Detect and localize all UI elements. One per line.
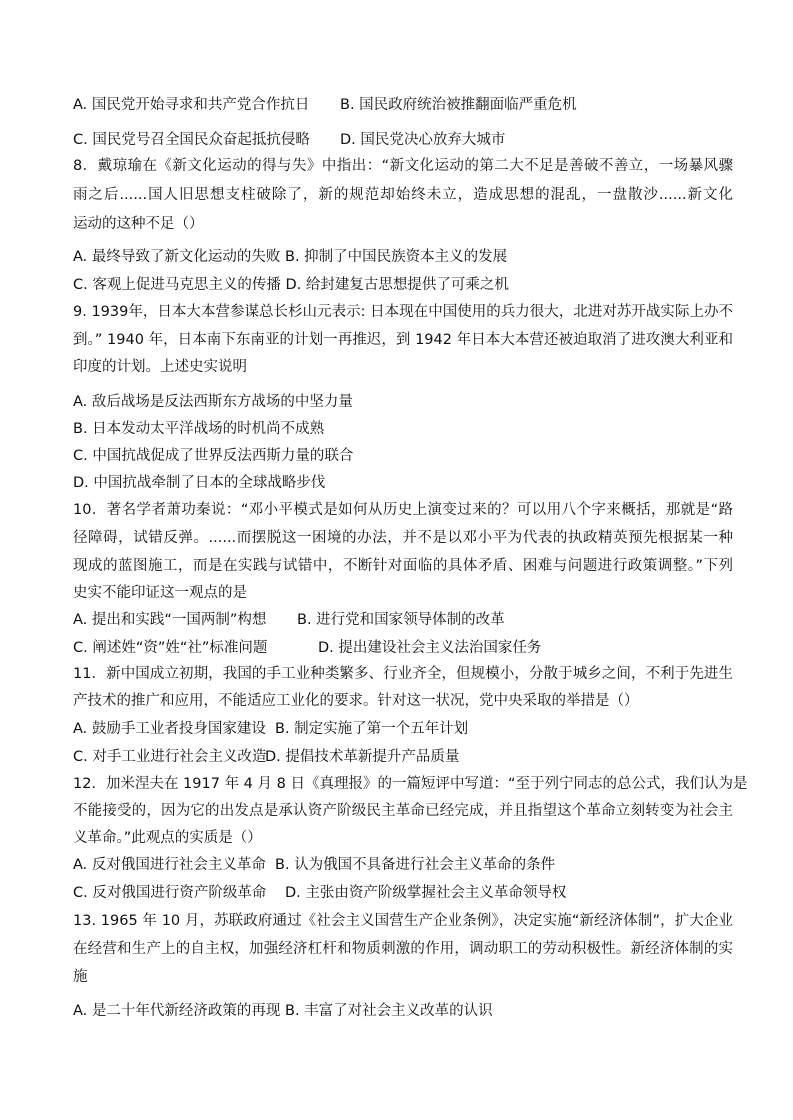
q8-stem-line-3: 运动的这种不足（） — [73, 216, 204, 232]
q9-option-c: C. 中国抗战促成了世界反法西斯力量的联合 — [73, 448, 354, 464]
q7-option-a: A. 国民党开始寻求和共产党合作抗日 — [73, 97, 310, 113]
q12-stem-line-1: 12．加米涅夫在 1917 年 4 月 8 日《真理报》的一篇短评中写道：“至于列宁同志的总公式，我们认为是 — [73, 776, 748, 792]
q13-stem-line-3: 施 — [73, 969, 88, 985]
q12-option-b: B. 认为俄国不具备进行社会主义革命的条件 — [275, 857, 556, 873]
q7-option-b: B. 国民政府统治被推翻面临严重危机 — [340, 97, 577, 113]
q12-option-a: A. 反对俄国进行社会主义革命 — [73, 857, 266, 873]
q11-stem-line-1: 11．新中国成立初期，我国的手工业种类繁多、行业齐全，但规模小，分散于城乡之间，不利于先进生 — [73, 666, 733, 682]
q11-option-b: B. 制定实施了第一个五年计划 — [275, 721, 469, 737]
q9-stem-line-1: 9. 1939年，日本大本营参谋总长杉山元表示: 日本现在中国使用的兵力很大，北进对苏开战实际上办不 — [73, 304, 733, 320]
q13-stem-line-2: 在经营和生产上的自主权，加强经济杠杆和物质刺激的作用，调动职工的劳动积极性。新经济体制的实 — [73, 941, 733, 957]
q8-stem-line-1: 8．戴琼瑜在《新文化运动的得与失》中指出：“新文化运动的第二大不足是善破不善立，一场暴风骤 — [73, 158, 733, 174]
q9-option-d: D. 中国抗战牵制了日本的全球战略步伐 — [73, 475, 326, 491]
q12-stem-line-3: 义革命。”此观点的实质是（） — [73, 830, 262, 846]
q10-stem-line-4: 史实不能印证这一观点的是 — [73, 585, 247, 601]
q9-option-b: B. 日本发动太平洋战场的时机尚不成熟 — [73, 421, 325, 437]
q10-stem-line-3: 现成的蓝图施工，而是在实践与试错中，不断针对面临的具体矛盾、困难与问题进行政策调整。”下列 — [73, 558, 733, 574]
q10-stem-line-2: 径障碍，试错反弹。......而摆脱这一困境的办法，并不是以邓小平为代表的执政精英预先根据某一种 — [73, 530, 733, 546]
q10-stem-line-1: 10．著名学者萧功秦说：“邓小平模式是如何从历史上演变过来的？可以用八个字来概括，那就是“路 — [73, 502, 733, 518]
q11-option-d: D. 提倡技术革新提升产品质量 — [265, 749, 460, 765]
q10-option-c: C. 阐述姓“资”姓“社”标准问题 — [73, 640, 268, 656]
q10-option-a: A. 提出和实践“一国两制”构想 — [73, 612, 267, 628]
q13-options-ab: A. 是二十年代新经济政策的再现 B. 丰富了对社会主义改革的认识 — [73, 1003, 493, 1019]
q13-stem-line-1: 13. 1965 年 10 月，苏联政府通过《社会主义国营生产企业条例》，决定实施“新经济体制”，扩大企业 — [73, 913, 733, 929]
q11-option-a: A. 鼓励手工业者投身国家建设 — [73, 721, 266, 737]
q10-option-b: B. 进行党和国家领导体制的改革 — [297, 612, 505, 628]
q7-option-c: C. 国民党号召全国民众奋起抵抗侵略 — [73, 132, 310, 148]
q11-stem-line-2: 产技术的推广和应用，不能适应工业化的要求。针对这一状况，党中央采取的举措是（） — [73, 693, 639, 709]
q12-option-d: D. 主张由资产阶级掌握社会主义革命领导权 — [285, 885, 567, 901]
q8-options-cd: C. 客观上促进马克思主义的传播 D. 给封建复古思想提供了可乘之机 — [73, 277, 509, 293]
q12-option-c: C. 反对俄国进行资产阶级革命 — [73, 885, 267, 901]
q8-stem-line-2: 雨之后......国人旧思想支柱破除了，新的规范却始终未立，造成思想的混乱，一盘散沙......新文化 — [73, 187, 733, 203]
q12-stem-line-2: 不能接受的，因为它的出发点是承认资产阶级民主革命已经完成，并且指望这个革命立刻转变为社会主 — [73, 803, 733, 819]
q8-options-ab: A. 最终导致了新文化运动的失败 B. 抑制了中国民族资本主义的发展 — [73, 249, 508, 265]
q10-option-d: D. 提出建设社会主义法治国家任务 — [318, 640, 542, 656]
q7-option-d: D. 国民党决心放弃大城市 — [340, 132, 506, 148]
q9-stem-line-2: 到。” 1940 年，日本南下东南亚的计划一再推迟，到 1942 年日本大本营还被迫取消了进攻澳大利亚和 — [73, 332, 733, 348]
q9-stem-line-3: 印度的计划。上述史实说明 — [73, 359, 247, 375]
q11-option-c: C. 对手工业进行社会主义改造 — [73, 749, 267, 765]
q9-option-a: A. 敌后战场是反法西斯东方战场的中坚力量 — [73, 394, 353, 410]
